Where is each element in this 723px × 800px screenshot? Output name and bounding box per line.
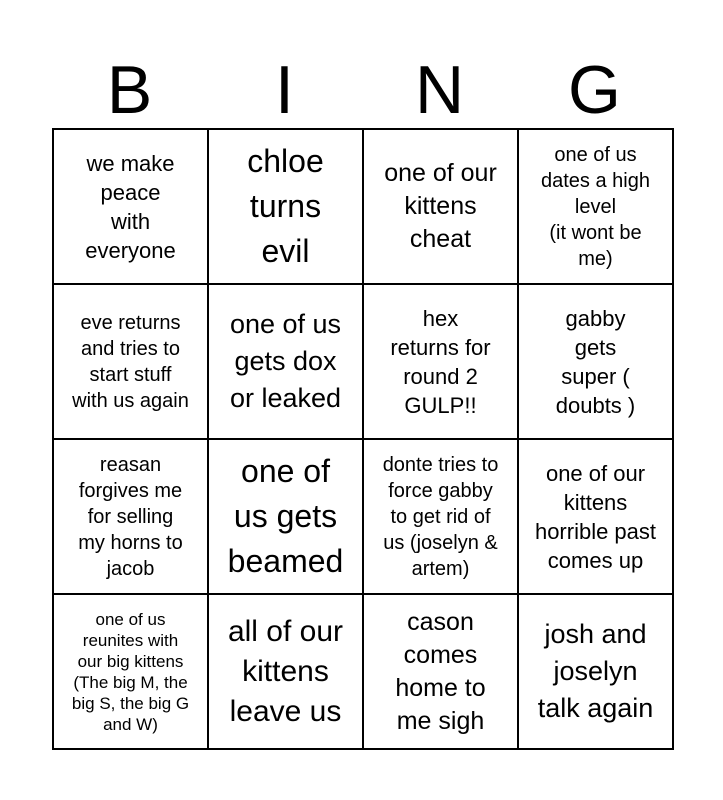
bingo-cell[interactable]	[208, 439, 363, 594]
bingo-cell[interactable]	[363, 284, 518, 439]
cell-text: hex returns for round 2 GULP!!	[390, 305, 491, 418]
bingo-cell[interactable]	[518, 439, 673, 594]
cell-text: one of our kittens horrible past comes up	[534, 460, 657, 573]
cell-text: one of us gets dox or leaked	[229, 309, 342, 413]
cell-text: josh and joselyn talk again	[537, 619, 654, 723]
bingo-cell[interactable]	[518, 284, 673, 439]
bingo-cell[interactable]	[208, 594, 363, 749]
cell-text: we make peace with everyone	[85, 150, 176, 263]
bingo-cell[interactable]	[53, 439, 208, 594]
bingo-row	[53, 284, 673, 439]
cell-text: all of our kittens leave us	[227, 614, 344, 728]
bingo-cell[interactable]	[208, 284, 363, 439]
bingo-cell[interactable]	[518, 594, 673, 749]
bingo-cell[interactable]	[208, 129, 363, 284]
bingo-cell[interactable]	[53, 129, 208, 284]
bingo-cell[interactable]	[53, 284, 208, 439]
cell-text: donte tries to force gabby to get rid of us (joselyn & artem)	[382, 453, 499, 580]
cell-text: gabby gets super ( doubts )	[555, 305, 636, 418]
header-letter-i: I	[275, 52, 294, 128]
header-letter-g: G	[568, 52, 621, 128]
bingo-cell[interactable]	[363, 439, 518, 594]
bingo-cell[interactable]	[518, 129, 673, 284]
cell-text: one of us reunites with our big kittens (The big M, the big S, the big G and W)	[71, 609, 190, 734]
header-letter-n: N	[414, 52, 465, 128]
cell-text: one of us dates a high level (it wont be me)	[541, 143, 650, 270]
bingo-cell[interactable]	[363, 129, 518, 284]
bingo-row	[53, 129, 673, 284]
cell-text: reasan forgives me for selling my horns to jacob	[78, 453, 183, 580]
cell-text: cason comes home to me sigh	[395, 607, 486, 735]
bingo-header	[52, 50, 672, 128]
cell-text: one of our kittens cheat	[384, 159, 497, 253]
bingo-card	[52, 128, 674, 750]
bingo-cell[interactable]	[363, 594, 518, 749]
bingo-row	[53, 594, 673, 749]
bingo-row	[53, 439, 673, 594]
cell-text: one of us gets beamed	[227, 453, 344, 579]
header-letter-b: B	[106, 52, 153, 128]
cell-text: chloe turns evil	[247, 143, 324, 269]
cell-text: eve returns and tries to start stuff with us again	[72, 311, 189, 412]
bingo-cell[interactable]	[53, 594, 208, 749]
